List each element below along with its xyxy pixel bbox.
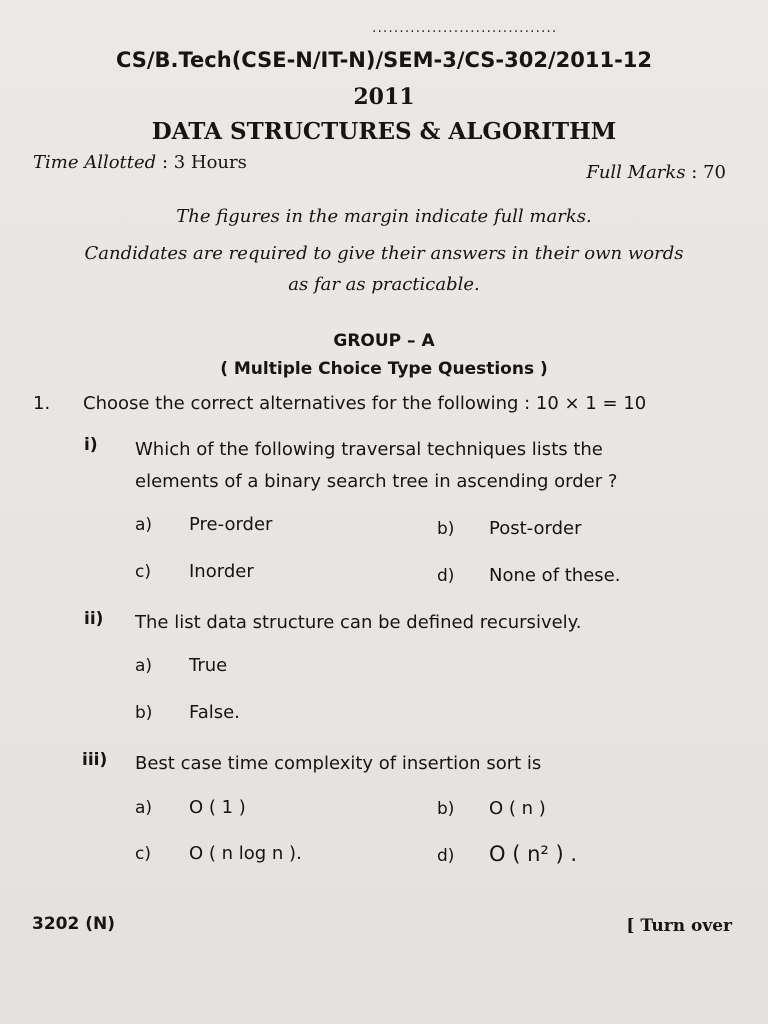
subquestion-number: i) — [84, 435, 98, 455]
question-number: 1. — [33, 393, 51, 414]
option-text: None of these. — [489, 565, 621, 586]
option-label: a) — [135, 515, 153, 535]
roll-number-dots: .................................. — [372, 20, 558, 36]
exam-year: 2011 — [353, 84, 415, 110]
time-allotted — [33, 152, 247, 173]
subquestion-text: Best case time complexity of insertion sort is — [135, 753, 542, 774]
question-text: Choose the correct alternatives for the following : 10 × 1 = 10 — [83, 393, 647, 414]
subquestion-text: Which of the following traversal techniques lists the — [135, 439, 603, 460]
full-marks — [586, 162, 726, 183]
paper-code-heading: CS/B.Tech(CSE-N/IT-N)/SEM-3/CS-302/2011-12 — [115, 48, 653, 72]
group-title: GROUP – A — [333, 331, 435, 351]
option-text: True — [189, 655, 228, 676]
option-label: c) — [135, 562, 151, 582]
footer-paper-code: 3202 (N) — [32, 914, 115, 934]
option-text: False. — [189, 702, 240, 723]
subject-title: DATA STRUCTURES & ALGORITHM — [151, 118, 617, 145]
option-text: O ( 1 ) — [189, 797, 246, 818]
subquestion-number: iii) — [82, 750, 108, 770]
option-text: Pre-order — [189, 514, 273, 535]
marks-value: : 70 — [691, 162, 726, 183]
option-label: a) — [135, 798, 153, 818]
option-text: Inorder — [189, 561, 254, 582]
option-label: a) — [135, 656, 153, 676]
time-label: Time Allotted — [33, 152, 157, 173]
option-label: c) — [135, 844, 151, 864]
option-label: b) — [437, 519, 455, 539]
option-label: b) — [437, 799, 455, 819]
option-label: d) — [437, 566, 455, 586]
option-text: O ( n ) — [489, 798, 546, 819]
time-value: : 3 Hours — [161, 152, 247, 173]
option-text: O ( n log n ). — [189, 843, 302, 864]
instruction-line-2: Candidates are required to give their answers in their own words — [84, 243, 684, 264]
turn-over-note: [ Turn over — [626, 916, 732, 936]
option-text: Post-order — [489, 518, 582, 539]
subquestion-text-continued: elements of a binary search tree in ascending order ? — [135, 471, 618, 492]
instruction-line-3: as far as practicable. — [288, 274, 480, 295]
option-label: d) — [437, 846, 455, 866]
marks-label: Full Marks — [586, 162, 686, 183]
group-subtitle: ( Multiple Choice Type Questions ) — [220, 359, 548, 379]
option-label: b) — [135, 703, 153, 723]
instruction-line-1: The figures in the margin indicate full marks. — [176, 206, 592, 227]
subquestion-text: The list data structure can be defined recursively. — [135, 612, 582, 633]
subquestion-number: ii) — [84, 609, 104, 629]
option-text: O ( n² ) . — [489, 842, 578, 866]
